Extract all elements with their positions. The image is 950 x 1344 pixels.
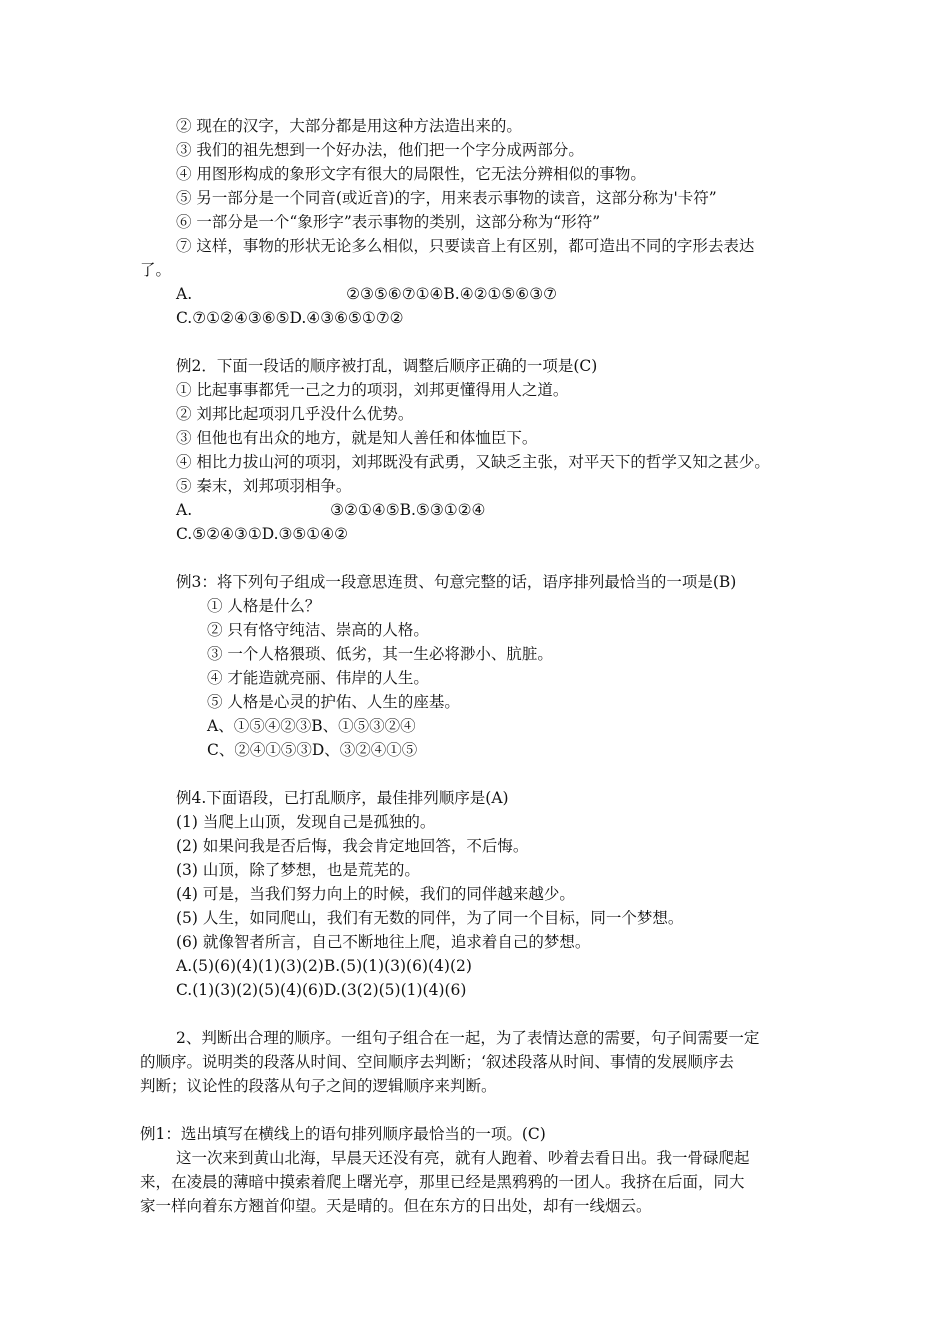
example5-line-2: 来，在凌晨的薄暗中摸索着爬上曙光亭，那里已经是黑鸦鸦的一团人。我挤在后面，同大: [140, 1173, 745, 1191]
example4-item-4: (4) 可是，当我们努力向上的时候，我们的同伴越来越少。: [176, 885, 575, 903]
example5-line-1: 这一次来到黄山北海，早晨天还没有亮，就有人跑着、吵着去看日出。我一骨碌爬起: [176, 1149, 750, 1167]
example2-item-4: ④ 相比力拔山河的项羽，刘邦既没有武勇，又缺乏主张，对平天下的哲学又知之甚少。: [176, 453, 770, 471]
example4-item-1: (1) 当爬上山顶，发现自己是孤独的。: [176, 813, 436, 831]
example4-title: 例4.下面语段，已打乱顺序，最佳排列顺序是(A): [176, 789, 509, 807]
example5-line-3: 家一样向着东方翘首仰望。天是晴的。但在东方的日出处，却有一线烟云。: [140, 1197, 652, 1215]
example3-item-1: ① 人格是什么？: [207, 597, 321, 615]
example2-option-a-label: A.: [176, 501, 193, 519]
example4-item-6: (6) 就像智者所言，自己不断地往上爬，追求着自己的梦想。: [176, 933, 591, 951]
example2-title: 例2．下面一段话的顺序被打乱，调整后顺序正确的一项是(C): [176, 357, 598, 375]
item-3: ③ 我们的祖先想到一个好办法，他们把一个字分成两部分。: [176, 141, 584, 159]
example2-options-ab: [176, 499, 485, 521]
example2-item-1: ① 比起事事都凭一己之力的项羽，刘邦更懂得用人之道。: [176, 381, 569, 399]
item-7: ⑦ 这样，事物的形状无论多么相似，只要读音上有区别，都可造出不同的字形去表达: [176, 237, 755, 255]
example5-title: 例1：选出填写在横线上的语句排列顺序最恰当的一项。(C): [140, 1125, 546, 1143]
example4-item-2: (2) 如果问我是否后悔，我会肯定地回答，不后悔。: [176, 837, 529, 855]
section2-line-1: 2、判断出合理的顺序。一组句子组合在一起，为了表情达意的需要，句子间需要一定: [176, 1029, 760, 1047]
example4-options-ab: A.(5)(6)(4)(1)(3)(2)B.(5)(1)(3)(6)(4)(2): [176, 957, 472, 975]
example2-item-3: ③ 但他也有出众的地方，就是知人善任和体恤臣下。: [176, 429, 538, 447]
example2-item-5: ⑤ 秦末，刘邦项羽相争。: [176, 477, 352, 495]
example3-options-ab: A、①⑤④②③B、①⑤③②④: [207, 717, 416, 735]
example3-item-2: ② 只有恪守纯洁、崇高的人格。: [207, 621, 429, 639]
item-6: ⑥ 一部分是一个“象形字”表示事物的类别，这部分称为“形符”: [176, 213, 601, 231]
example3-title: 例3：将下列句子组成一段意思连贯、句意完整的话，语序排列最恰当的一项是(B): [176, 573, 737, 591]
option-a-label: A.: [176, 285, 193, 303]
example4-item-3: (3) 山顶，除了梦想，也是荒芜的。: [176, 861, 420, 879]
options-ab-text: ②③⑤⑥⑦①④B.④②①⑤⑥③⑦: [346, 285, 557, 303]
item-7-cont: 了。: [140, 261, 172, 279]
example3-item-3: ③ 一个人格猥琐、低劣，其一生必将渺小、肮脏。: [207, 645, 553, 663]
example2-item-2: ② 刘邦比起项羽几乎没什么优势。: [176, 405, 414, 423]
item-4: ④ 用图形构成的象形文字有很大的局限性，它无法分辨相似的事物。: [176, 165, 646, 183]
options-ab: [176, 283, 557, 305]
example4-item-5: (5) 人生，如同爬山，我们有无数的同伴，为了同一个目标，同一个梦想。: [176, 909, 684, 927]
section2-line-2: 的顺序。说明类的段落从时间、空间顺序去判断；‘叙述段落从时间、事情的发展顺序去: [140, 1053, 734, 1071]
item-2: ② 现在的汉字，大部分都是用这种方法造出来的。: [176, 117, 522, 135]
item-5: ⑤ 另一部分是一个同音(或近音)的字，用来表示事物的读音，这部分称为'卡符”: [176, 189, 717, 207]
example3-item-4: ④ 才能造就亮丽、伟岸的人生。: [207, 669, 429, 687]
example4-options-cd: C.(1)(3)(2)(5)(4)(6)D.(3(2)(5)(1)(4)(6): [176, 981, 467, 999]
example2-options-ab-text: ③②①④⑤B.⑤③①②④: [330, 501, 486, 519]
example3-options-cd: C、②④①⑤③D、③②④①⑤: [207, 741, 418, 759]
example2-options-cd: C.⑤②④③①D.③⑤①④②: [176, 525, 348, 543]
example3-item-5: ⑤ 人格是心灵的护佑、人生的座基。: [207, 693, 460, 711]
options-cd: C.⑦①②④③⑥⑤D.④③⑥⑤①⑦②: [176, 309, 404, 327]
section2-line-3: 判断；议论性的段落从句子之间的逻辑顺序来判断。: [140, 1077, 497, 1095]
